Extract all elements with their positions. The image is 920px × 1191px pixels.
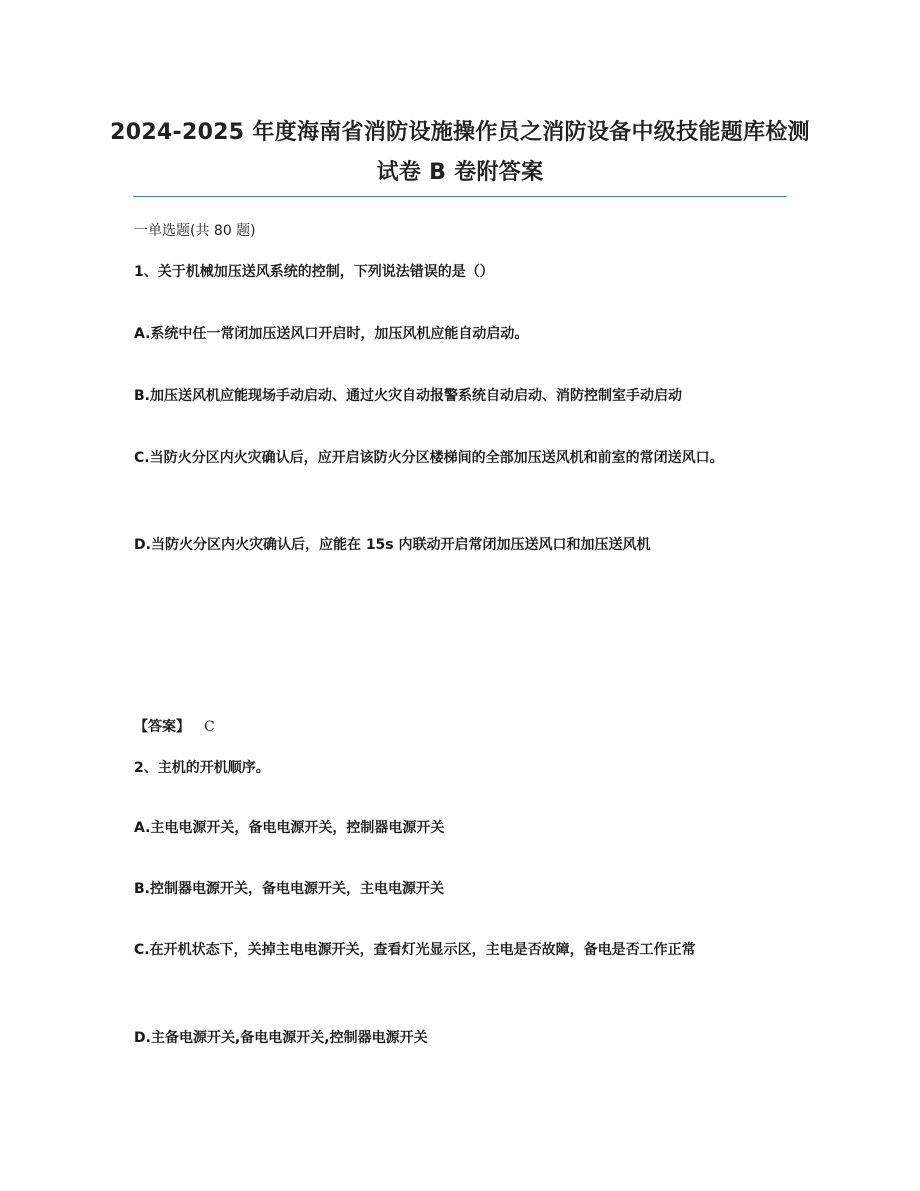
question-2-option-b: B.控制器电源开关，备电电源开关，主电电源开关 (134, 881, 444, 897)
answer-label: 【答案】 (134, 719, 190, 735)
document-title: 2024-2025 年度海南省消防设施操作员之消防设备中级技能题库检测试卷 B 卷附答案 (110, 120, 810, 185)
question-1-option-c: C.当防火分区内火灾确认后，应开启该防火分区楼梯间的全部加压送风机和前室的常闭送风口。 (134, 450, 724, 466)
answer-value: C (204, 719, 215, 735)
question-1-option-a: A.系统中任一常闭加压送风口开启时，加压风机应能自动启动。 (134, 326, 529, 342)
question-1-option-d: D.当防火分区内火灾确认后，应能在 15s 内联动开启常闭加压送风口和加压送风机 (134, 537, 651, 553)
section-heading: 一单选题(共 80 题) (134, 223, 256, 239)
question-2-stem: 2、主机的开机顺序。 (134, 760, 270, 776)
question-1-option-b: B.加压送风机应能现场手动启动、通过火灾自动报警系统自动启动、消防控制室手动启动 (134, 388, 682, 404)
question-1-stem: 1、关于机械加压送风系统的控制，下列说法错误的是（） (134, 264, 494, 280)
question-2-option-a: A.主电电源开关，备电电源开关，控制器电源开关 (134, 820, 445, 836)
question-2-option-d: D.主备电源开关,备电电源开关,控制器电源开关 (134, 1030, 428, 1046)
question-2-option-c: C.在开机状态下，关掉主电电源开关，查看灯光显示区，主电是否故障，备电是否工作正常 (134, 942, 696, 958)
question-1-answer (134, 715, 215, 739)
title-divider (133, 196, 787, 197)
